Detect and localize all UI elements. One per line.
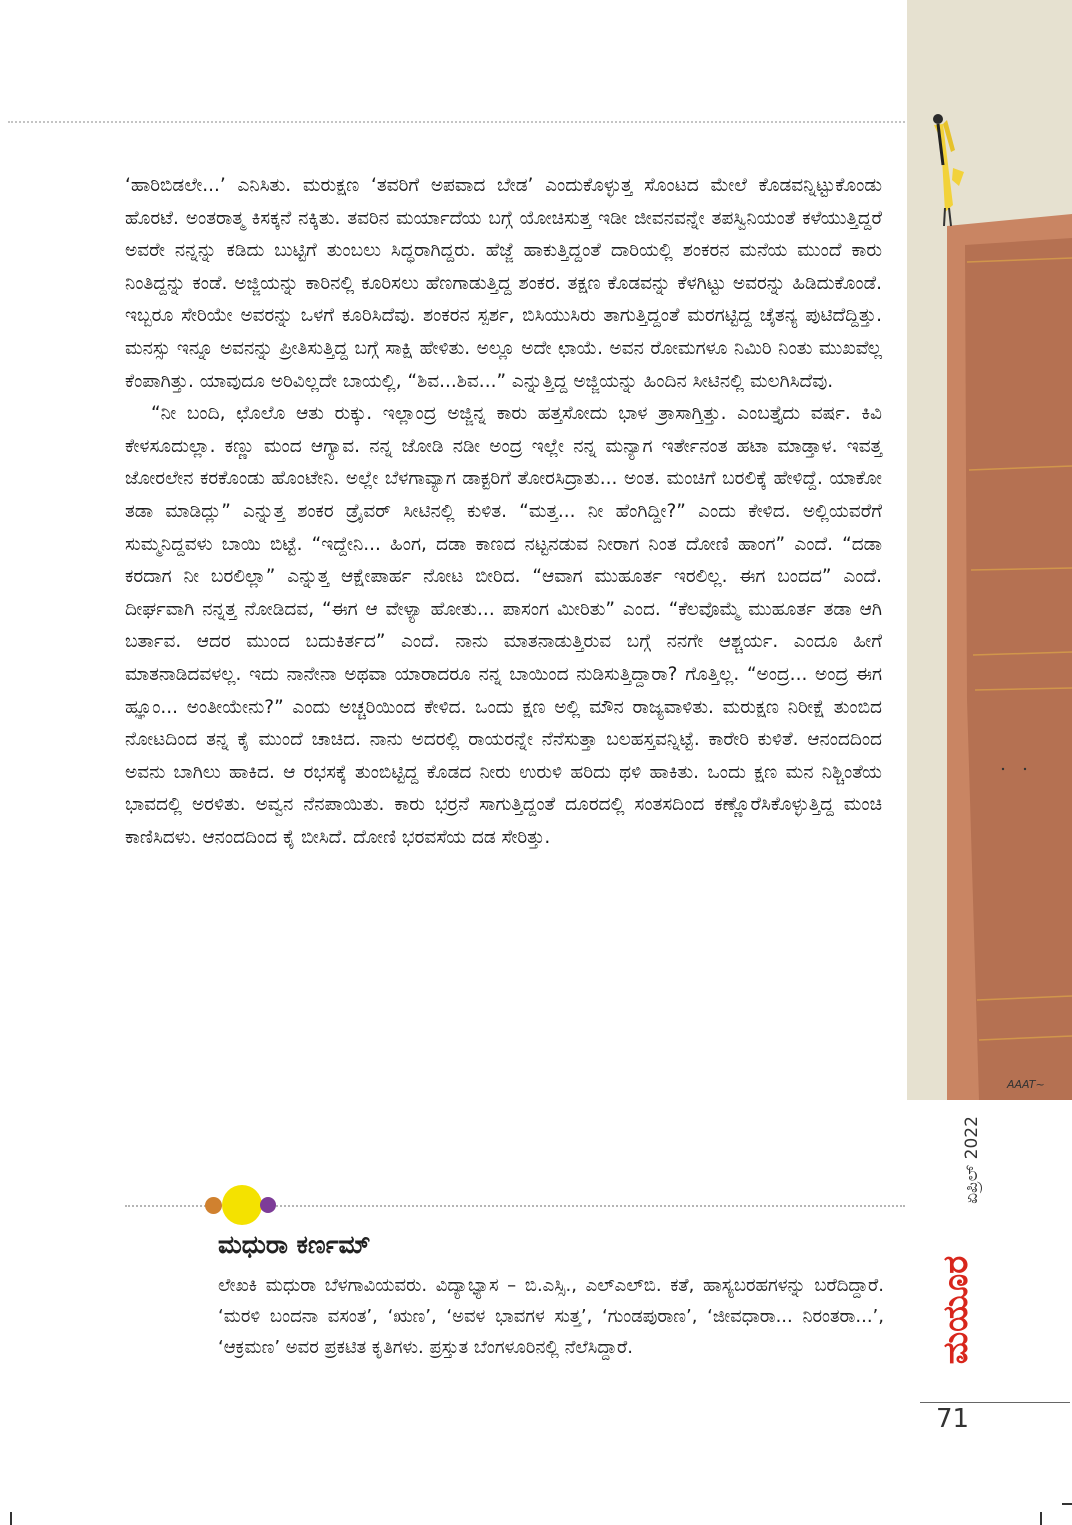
article-paragraph: “ನೀ ಬಂದಿ, ಛೊಲೊ ಆತು ರುಕ್ಕು. ಇಲ್ಲಾಂದ್ರ ಅಜ್ಜಿನ್ನ ಕಾರು ಹತ್ತಸೋದು ಭಾಳ ತ್ರಾಸಾಗ್ತಿತ್ತು. ಎಂಬತ್ತೈದು ವರ್ಷ. ಕಿವಿ ಕೇಳಸೂದುಲ್ಲಾ. ಕಣ್ಣು ಮಂದ ಆಗ್ಯಾವ. ನನ್ನ ಜೋಡಿ ನಡೀ ಅಂದ್ರ ಇಲ್ಲೇ ನನ್ನ ಮನ್ಯಾಗ ಇರ್ತೇನಂತ ಹಟಾ ಮಾಡ್ತಾಳ. ಇವತ್ತ ಜೋರಲೇನ ಕರಕೊಂಡು ಹೊಂಟೇನಿ. ಅಲ್ಲೇ ಬೆಳಗಾವ್ಯಾಗ ಡಾಕ್ಟರಿಗೆ ತೋರಸಿದ್ರಾತು... ಅಂತ. ಮಂಚಿಗೆ ಬರಲಿಕ್ಕೆ ಹೇಳಿದ್ದೆ. ಯಾಕೋ ತಡಾ ಮಾಡಿದ್ಲು” ಎನ್ನುತ್ತ ಶಂಕರ ಡ್ರೈವರ್ ಸೀಟಿನಲ್ಲಿ ಕುಳಿತ. “ಮತ್ತ... ನೀ ಹೆಂಗಿದ್ದೀ?” ಎಂದು ಕೇಳಿದ. ಅಲ್ಲಿಯವರೆಗೆ ಸುಮ್ಮನಿದ್ದವಳು ಬಾಯಿ ಬಿಟ್ಟೆ. “ಇದ್ದೇನಿ... ಹಿಂಗ, ದಡಾ ಕಾಣದ ನಟ್ಟನಡುವ ನೀರಾಗ ನಿಂತ ದೋಣಿ ಹಾಂಗ” ಎಂದೆ. “ದಡಾ ಕರದಾಗ ನೀ ಬರಲಿಲ್ಲಾ” ಎನ್ನುತ್ತ ಆಕ್ಷೇಪಾರ್ಹ ನೋಟ ಬೀರಿದ. “ಆವಾಗ ಮುಹೂರ್ತ ಇರಲಿಲ್ಲ. ಈಗ ಬಂದದ” ಎಂದೆ. ದೀರ್ಘವಾಗಿ ನನ್ನತ್ತ ನೋಡಿದವ, “ಈಗ ಆ ವೇಳ್ಯಾ ಹೋತು... ಪಾಸಂಗ ಮೀರಿತು” ಎಂದ. “ಕೆಲವೊಮ್ಮೆ ಮುಹೂರ್ತ ತಡಾ ಆಗಿ ಬರ್ತಾವ. ಆದರ ಮುಂದ ಬದುಕಿರ್ತದ” ಎಂದೆ. ನಾನು ಮಾತನಾಡುತ್ತಿರುವ ಬಗ್ಗೆ ನನಗೇ ಆಶ್ಚರ್ಯ. ಎಂದೂ ಹೀಗೆ ಮಾತನಾಡಿದವಳಲ್ಲ. ಇದು ನಾನೇನಾ ಅಥವಾ ಯಾರಾದರೂ ನನ್ನ ಬಾಯಿಂದ ನುಡಿಸುತ್ತಿದ್ದಾರಾ? ಗೊತ್ತಿಲ್ಲ. “ಅಂದ್ರ... ಅಂದ್ರ ಈಗ ಹ್ಞೂಂ... ಅಂತೀಯೇನು?” ಎಂದು ಅಚ್ಚರಿಯಿಂದ ಕೇಳಿದ. ಒಂದು ಕ್ಷಣ ಅಲ್ಲಿ ಮೌನ ರಾಜ್ಯವಾಳಿತು. ಮರುಕ್ಷಣ ನಿರೀಕ್ಷೆ ತುಂಬಿದ ನೋಟದಿಂದ ತನ್ನ ಕೈ ಮುಂದೆ ಚಾಚಿದ. ನಾನು ಅದರಲ್ಲಿ ರಾಯರನ್ನೇ ನೆನೆಸುತ್ತಾ ಬಲಹಸ್ತವನ್ನಿಟ್ಟೆ. ಕಾರೇರಿ ಕುಳಿತೆ. ಆನಂದದಿಂದ ಅವನು ಬಾಗಿಲು ಹಾಕಿದ. ಆ ರಭಸಕ್ಕೆ ತುಂಬಿಟ್ಟಿದ್ದ ಕೊಡದ ನೀರು ಉರುಳಿ ಹರಿದು ಥಳಿ ಹಾಕಿತು. ಒಂದು ಕ್ಷಣ ಮನ ನಿಶ್ಚಿಂತೆಯ ಭಾವದಲ್ಲಿ ಅರಳಿತು. ಅವ್ವನ ನೆನಪಾಯಿತು. ಕಾರು ಭರ್‍ರನೆ ಸಾಗುತ್ತಿದ್ದಂತೆ ದೂರದಲ್ಲಿ ಸಂತಸದಿಂದ ಕಣ್ಣೊರೆಸಿಕೊಳ್ಳುತ್ತಿದ್ದ ಮಂಚಿ ಕಾಣಿಸಿದಳು. ಆನಂದದಿಂದ ಕೈ ಬೀಸಿದೆ. ದೋಣಿ ಭರವಸೆಯ ದಡ ಸೇರಿತ್ತು.	[125, 403, 882, 848]
yellow-dot	[222, 1185, 262, 1225]
crop-mark	[1062, 1503, 1072, 1505]
crop-mark	[1040, 1512, 1042, 1525]
artist-signature: AAAT~	[1007, 1078, 1045, 1091]
top-dotted-rule	[8, 121, 905, 123]
page-number-rule	[920, 1402, 1070, 1403]
issue-date-text: ಏಪ್ರಿಲ್ 2022	[962, 1116, 982, 1204]
article-body	[125, 170, 882, 854]
issue-date	[957, 1100, 987, 1220]
author-name: ಮಧುರಾ ಕರ್ಣಮ್	[218, 1230, 371, 1259]
magazine-logo	[935, 1225, 977, 1395]
purple-dot	[260, 1197, 276, 1213]
author-bio: ಲೇಖಕಿ ಮಧುರಾ ಬೆಳಗಾವಿಯವರು. ವಿದ್ಯಾಭ್ಯಾಸ – ಬಿ.ಎಸ್ಸಿ., ಎಲ್‌ಎಲ್‌ಬಿ. ಕತೆ, ಹಾಸ್ಯಬರಹಗಳನ್ನು ಬರೆದಿದ್ದಾರೆ. ‘ಮರಳಿ ಬಂದನಾ ವಸಂತ’, ‘ಋಣ’, ‘ಅವಳ ಭಾವಗಳ ಸುತ್ತ’, ‘ಗುಂಡಪುರಾಣ’, ‘ಜೀವಧಾರಾ... ನಿರಂತರಾ...’, ‘ಆಕ್ರಮಣ’ ಅವರ ಪ್ರಕಟಿತ ಕೃತಿಗಳು. ಪ್ರಸ್ತುತ ಬೆಂಗಳೂರಿನಲ್ಲಿ ನೆಲೆಸಿದ್ದಾರೆ.	[218, 1275, 884, 1358]
page-number: 71	[936, 1404, 970, 1434]
magazine-logo-text: ಮಯೂರ	[936, 1255, 976, 1365]
orange-dot	[205, 1197, 222, 1214]
crop-mark	[10, 1512, 12, 1525]
article-paragraph: ‘ಹಾರಿಬಿಡಲೇ...’ ಎನಿಸಿತು. ಮರುಕ್ಷಣ ‘ತವರಿಗೆ ಅಪವಾದ ಬೇಡ’ ಎಂದುಕೊಳ್ಳುತ್ತ ಸೊಂಟದ ಮೇಲೆ ಕೊಡವನ್ನಿಟ್ಟುಕೊಂಡು ಹೊರಟೆ. ಅಂತರಾತ್ಮ ಕಿಸಕ್ಕನೆ ನಕ್ಕಿತು. ತವರಿನ ಮರ್ಯಾದೆಯ ಬಗ್ಗೆ ಯೋಚಿಸುತ್ತ ಇಡೀ ಜೀವನವನ್ನೇ ತಪಸ್ವಿನಿಯಂತೆ ಕಳೆಯುತ್ತಿದ್ದರೆ ಅವರೇ ನನ್ನನ್ನು ಕಡಿದು ಬುಟ್ಟಿಗೆ ತುಂಬಲು ಸಿದ್ಧರಾಗಿದ್ದರು. ಹೆಜ್ಜೆ ಹಾಕುತ್ತಿದ್ದಂತೆ ದಾರಿಯಲ್ಲಿ ಶಂಕರನ ಮನೆಯ ಮುಂದೆ ಕಾರು ನಿಂತಿದ್ದನ್ನು ಕಂಡೆ. ಅಜ್ಜಿಯನ್ನು ಕಾರಿನಲ್ಲಿ ಕೂರಿಸಲು ಹೆಣಗಾಡುತ್ತಿದ್ದ ಶಂಕರ. ತಕ್ಷಣ ಕೊಡವನ್ನು ಕೆಳಗಿಟ್ಟು ಅವರನ್ನು ಹಿಡಿದುಕೊಂಡೆ. ಇಬ್ಬರೂ ಸೇರಿಯೇ ಅವರನ್ನು ಒಳಗೆ ಕೂರಿಸಿದೆವು. ಶಂಕರನ ಸ್ಪರ್ಶ, ಬಿಸಿಯುಸಿರು ತಾಗುತ್ತಿದ್ದಂತೆ ಮರಗಟ್ಟಿದ್ದ ಚೈತನ್ಯ ಪುಟಿದೆದ್ದಿತ್ತು. ಮನಸ್ಸು ಇನ್ನೂ ಅವನನ್ನು ಪ್ರೀತಿಸುತ್ತಿದ್ದ ಬಗ್ಗೆ ಸಾಕ್ಷಿ ಹೇಳಿತು. ಅಲ್ಲೂ ಅದೇ ಛಾಯೆ. ಅವನ ರೋಮಗಳೂ ನಿಮಿರಿ ನಿಂತು ಮುಖವೆಲ್ಲ ಕೆಂಪಾಗಿತ್ತು. ಯಾವುದೂ ಅರಿವಿಲ್ಲದೇ ಬಾಯಲ್ಲಿ, “ಶಿವ...ಶಿವ...” ಎನ್ನುತ್ತಿದ್ದ ಅಜ್ಜಿಯನ್ನು ಹಿಂದಿನ ಸೀಟಿನಲ್ಲಿ ಮಲಗಿಸಿದೆವು.	[125, 175, 882, 392]
section-divider	[125, 1190, 905, 1222]
cliff-illustration	[907, 0, 1072, 1100]
